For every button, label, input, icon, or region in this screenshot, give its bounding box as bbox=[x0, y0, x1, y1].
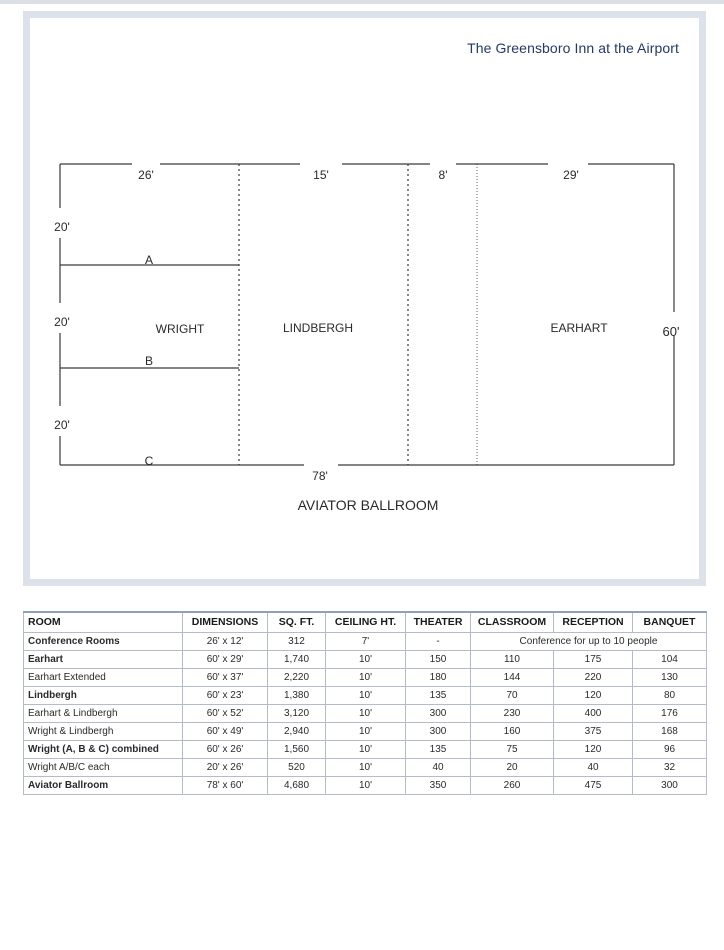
cell-reception: 220 bbox=[554, 668, 633, 686]
cell-banquet: 130 bbox=[633, 668, 707, 686]
cell-reception: 175 bbox=[554, 650, 633, 668]
cell-dimensions: 60' x 37' bbox=[183, 668, 268, 686]
dim-left-1: 20' bbox=[54, 220, 70, 234]
table-row bbox=[24, 668, 707, 686]
cell-theater: 40 bbox=[406, 758, 471, 776]
cell-dimensions: 26' x 12' bbox=[183, 632, 268, 650]
cell-banquet: 168 bbox=[633, 722, 707, 740]
cell-room: Earhart Extended bbox=[24, 668, 183, 686]
cell-reception: 375 bbox=[554, 722, 633, 740]
dim-top-1: 26' bbox=[138, 168, 154, 182]
room-earhart-label: EARHART bbox=[550, 321, 608, 335]
cell-theater: 180 bbox=[406, 668, 471, 686]
brand-title: The Greensboro Inn at the Airport bbox=[467, 40, 679, 56]
table-row bbox=[24, 740, 707, 758]
cell-room: Earhart & Lindbergh bbox=[24, 704, 183, 722]
table-header-row bbox=[24, 612, 707, 632]
room-wright-label: WRIGHT bbox=[155, 322, 205, 336]
cell-dimensions: 60' x 52' bbox=[183, 704, 268, 722]
top-rule bbox=[0, 0, 724, 4]
header-room: ROOM bbox=[24, 612, 183, 632]
cell-theater: 135 bbox=[406, 740, 471, 758]
header-ceiling: CEILING HT. bbox=[326, 612, 406, 632]
cell-dimensions: 60' x 49' bbox=[183, 722, 268, 740]
cell-ceiling: 10' bbox=[326, 776, 406, 794]
cell-room: Conference Rooms bbox=[24, 632, 183, 650]
table-row bbox=[24, 722, 707, 740]
header-classroom: CLASSROOM bbox=[471, 612, 554, 632]
cell-classroom: 260 bbox=[471, 776, 554, 794]
cell-sqft: 2,940 bbox=[268, 722, 326, 740]
capacity-table bbox=[23, 611, 707, 795]
cell-classroom: 230 bbox=[471, 704, 554, 722]
header-sqft: SQ. FT. bbox=[268, 612, 326, 632]
cell-theater: 350 bbox=[406, 776, 471, 794]
dim-top-4: 29' bbox=[563, 168, 579, 182]
cell-room: Lindbergh bbox=[24, 686, 183, 704]
floorplan-diagram bbox=[30, 18, 699, 579]
cell-banquet: 104 bbox=[633, 650, 707, 668]
cell-reception: 40 bbox=[554, 758, 633, 776]
cell-room: Wright A/B/C each bbox=[24, 758, 183, 776]
header-reception: RECEPTION bbox=[554, 612, 633, 632]
cell-classroom: 75 bbox=[471, 740, 554, 758]
dim-right: 60' bbox=[662, 324, 680, 339]
cell-dimensions: 60' x 29' bbox=[183, 650, 268, 668]
cell-ceiling: 7' bbox=[326, 632, 406, 650]
cell-sqft: 520 bbox=[268, 758, 326, 776]
cell-theater: 300 bbox=[406, 722, 471, 740]
cell-ceiling: 10' bbox=[326, 722, 406, 740]
cell-classroom: 144 bbox=[471, 668, 554, 686]
header-theater: THEATER bbox=[406, 612, 471, 632]
cell-ceiling: 10' bbox=[326, 758, 406, 776]
floorplan-title: AVIATOR BALLROOM bbox=[297, 497, 439, 513]
cell-room: Earhart bbox=[24, 650, 183, 668]
cell-theater: - bbox=[406, 632, 471, 650]
dim-left-3: 20' bbox=[54, 418, 70, 432]
cell-classroom: 110 bbox=[471, 650, 554, 668]
cell-sqft: 2,220 bbox=[268, 668, 326, 686]
table-row bbox=[24, 776, 707, 794]
cell-sqft: 1,740 bbox=[268, 650, 326, 668]
cell-room: Wright & Lindbergh bbox=[24, 722, 183, 740]
cell-dimensions: 60' x 23' bbox=[183, 686, 268, 704]
cell-reception: 475 bbox=[554, 776, 633, 794]
cell-theater: 135 bbox=[406, 686, 471, 704]
cell-dimensions: 78' x 60' bbox=[183, 776, 268, 794]
cell-ceiling: 10' bbox=[326, 740, 406, 758]
cell-room: Wright (A, B & C) combined bbox=[24, 740, 183, 758]
cell-theater: 150 bbox=[406, 650, 471, 668]
room-lindbergh-label: LINDBERGH bbox=[282, 321, 354, 335]
cell-classroom: 20 bbox=[471, 758, 554, 776]
cell-ceiling: 10' bbox=[326, 650, 406, 668]
cell-dimensions: 20' x 26' bbox=[183, 758, 268, 776]
header-dimensions: DIMENSIONS bbox=[183, 612, 268, 632]
cell-sqft: 1,560 bbox=[268, 740, 326, 758]
dim-bottom: 78' bbox=[312, 469, 328, 483]
table-row bbox=[24, 758, 707, 776]
cell-reception: 120 bbox=[554, 740, 633, 758]
cell-dimensions: 60' x 26' bbox=[183, 740, 268, 758]
header-banquet: BANQUET bbox=[633, 612, 707, 632]
cell-banquet: 80 bbox=[633, 686, 707, 704]
cell-sqft: 312 bbox=[268, 632, 326, 650]
cell-ceiling: 10' bbox=[326, 686, 406, 704]
table-row bbox=[24, 686, 707, 704]
cell-reception: 400 bbox=[554, 704, 633, 722]
cell-classroom: 70 bbox=[471, 686, 554, 704]
cell-banquet: 300 bbox=[633, 776, 707, 794]
section-a-label: A bbox=[144, 253, 154, 267]
table-row bbox=[24, 632, 707, 650]
table-row bbox=[24, 650, 707, 668]
cell-theater: 300 bbox=[406, 704, 471, 722]
section-b-label: B bbox=[144, 354, 154, 368]
cell-reception: 120 bbox=[554, 686, 633, 704]
cell-classroom: 160 bbox=[471, 722, 554, 740]
cell-ceiling: 10' bbox=[326, 704, 406, 722]
cell-conference-note: Conference for up to 10 people bbox=[471, 632, 707, 650]
cell-sqft: 3,120 bbox=[268, 704, 326, 722]
cell-ceiling: 10' bbox=[326, 668, 406, 686]
cell-sqft: 4,680 bbox=[268, 776, 326, 794]
cell-banquet: 32 bbox=[633, 758, 707, 776]
table-row bbox=[24, 704, 707, 722]
dim-top-3: 8' bbox=[438, 168, 448, 182]
dim-left-2: 20' bbox=[54, 315, 70, 329]
floorplan-frame bbox=[23, 11, 706, 586]
cell-room: Aviator Ballroom bbox=[24, 776, 183, 794]
section-c-label: C bbox=[144, 454, 154, 468]
cell-sqft: 1,380 bbox=[268, 686, 326, 704]
cell-banquet: 96 bbox=[633, 740, 707, 758]
dim-top-2: 15' bbox=[313, 168, 329, 182]
cell-banquet: 176 bbox=[633, 704, 707, 722]
